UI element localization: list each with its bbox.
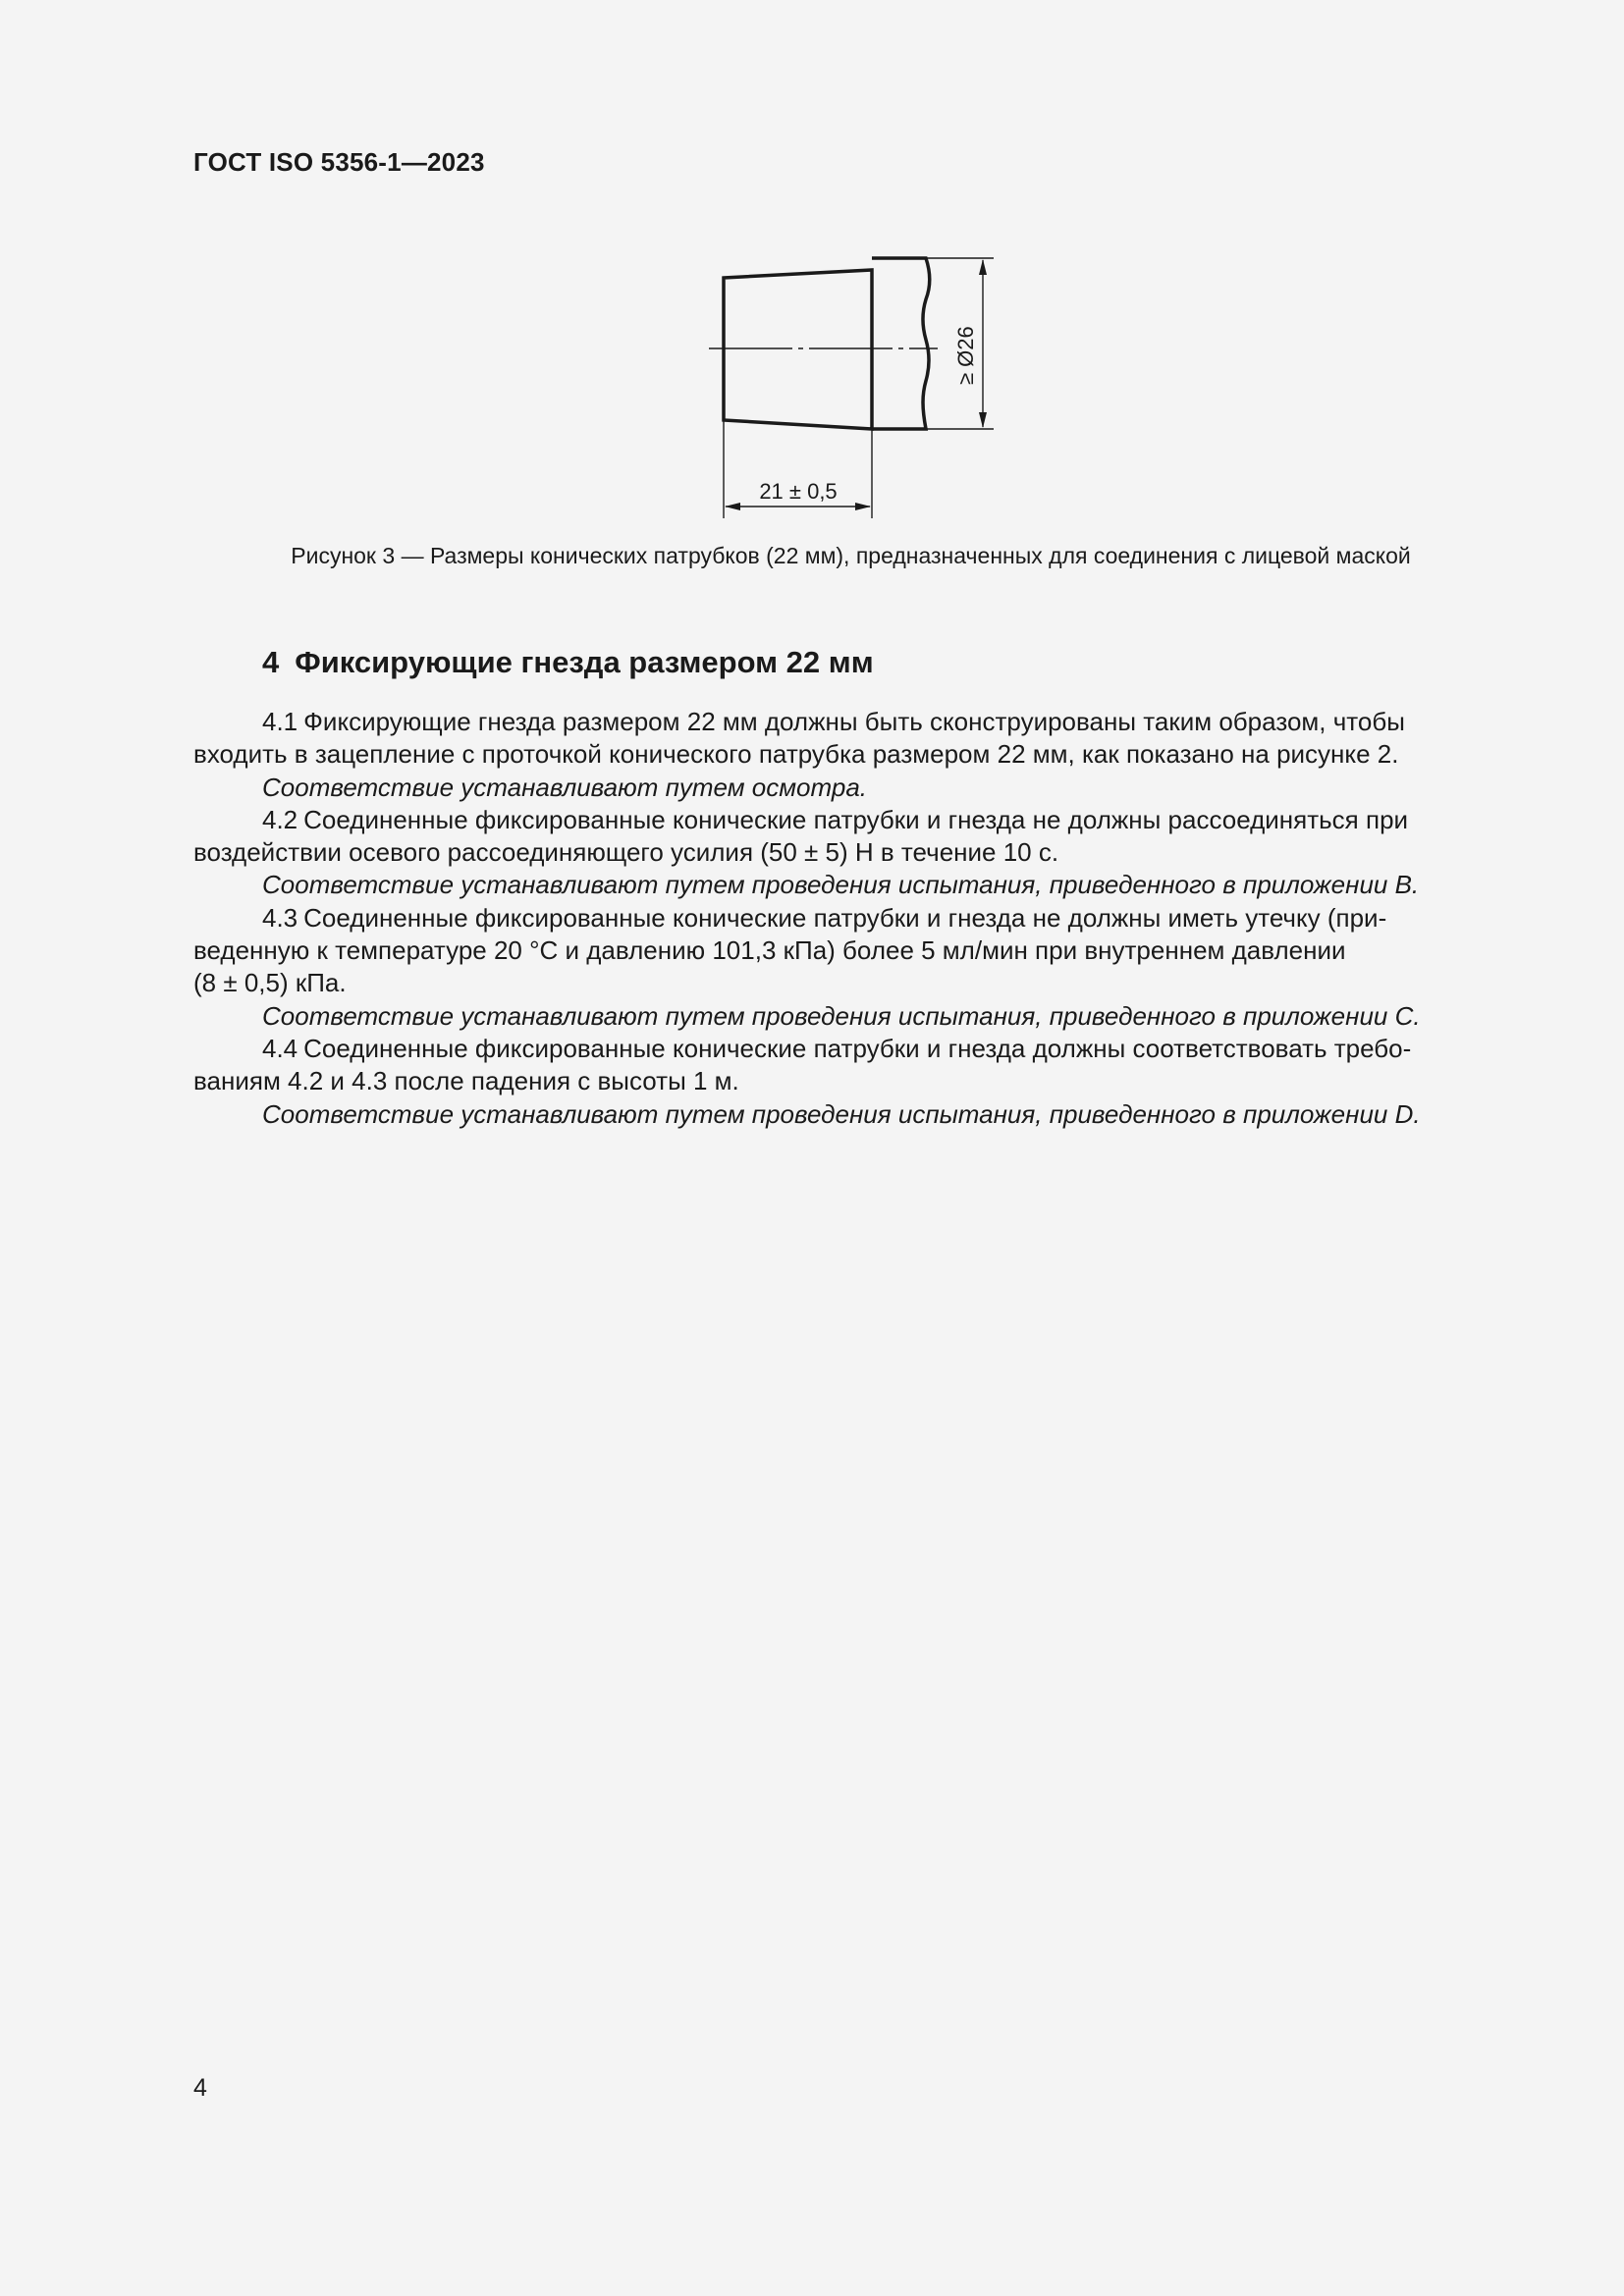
clause-text: веденную к температуре 20 °С и давлению 101,3 кПа) более 5 мл/мин при внутреннем давлении [193,935,1346,966]
page-number: 4 [193,2074,207,2102]
length-label: 21 ± 0,5 [759,479,838,504]
clause-text: Соединенные фиксированные конические патрубки и гнезда не должны рассоединяться при [303,804,1409,834]
document-header: ГОСТ ISO 5356-1—2023 [193,147,485,177]
clause-text: (8 ± 0,5) кПа. [193,968,347,998]
section-number: 4 [262,645,280,679]
clause-number: 4.4 [262,1033,298,1063]
section-heading [262,645,874,680]
clause-4-3 [193,902,1507,1000]
diameter-label: ≥ Ø26 [953,326,978,385]
clause-text: Фиксирующие гнезда размером 22 мм должны быть сконструированы таким образом, чтобы [303,707,1405,736]
clause-text: ваниям 4.2 и 4.3 после падения с высоты 1 м. [193,1066,739,1096]
cone-drawing [687,245,1021,530]
clause-text: воздействии осевого рассоединяющего усилия (50 ± 5) Н в течение 10 с. [193,837,1059,868]
arrow-right-icon [855,503,871,510]
section-body [193,706,1507,1131]
section-title: Фиксирующие гнезда размером 22 мм [295,645,874,679]
clause-number: 4.2 [262,804,298,834]
compliance-note: Соответствие устанавливают путем проведения испытания, приведенного в приложении B. [262,870,1420,900]
arrow-up-icon [979,259,987,275]
flange-outline [872,258,930,429]
clause-text: Соединенные фиксированные конические патрубки и гнезда должны соответствовать требо- [303,1033,1412,1063]
clause-4-4 [193,1033,1507,1098]
clause-text: Соединенные фиксированные конические патрубки и гнезда не должны иметь утечку (при- [303,902,1387,933]
compliance-note: Соответствие устанавливают путем проведения испытания, приведенного в приложении D. [262,1098,1421,1129]
compliance-note: Соответствие устанавливают путем осмотра. [262,772,868,802]
compliance-note: Соответствие устанавливают путем проведения испытания, приведенного в приложении C. [262,1000,1421,1031]
figure-3-cone-dimensions [687,245,1021,530]
clause-number: 4.3 [262,902,298,933]
clause-text: входить в зацепление с проточкой конического патрубка размером 22 мм, как показано на рисунке 2. [193,739,1399,770]
cone-body-outline [724,270,872,429]
arrow-down-icon [979,412,987,428]
clause-4-1 [193,706,1507,772]
figure-caption: Рисунок 3 — Размеры конических патрубков (22 мм), предназначенных для соединения с лицевой маской [291,543,1411,568]
arrow-left-icon [725,503,740,510]
clause-number: 4.1 [262,707,298,736]
clause-4-2 [193,804,1507,870]
